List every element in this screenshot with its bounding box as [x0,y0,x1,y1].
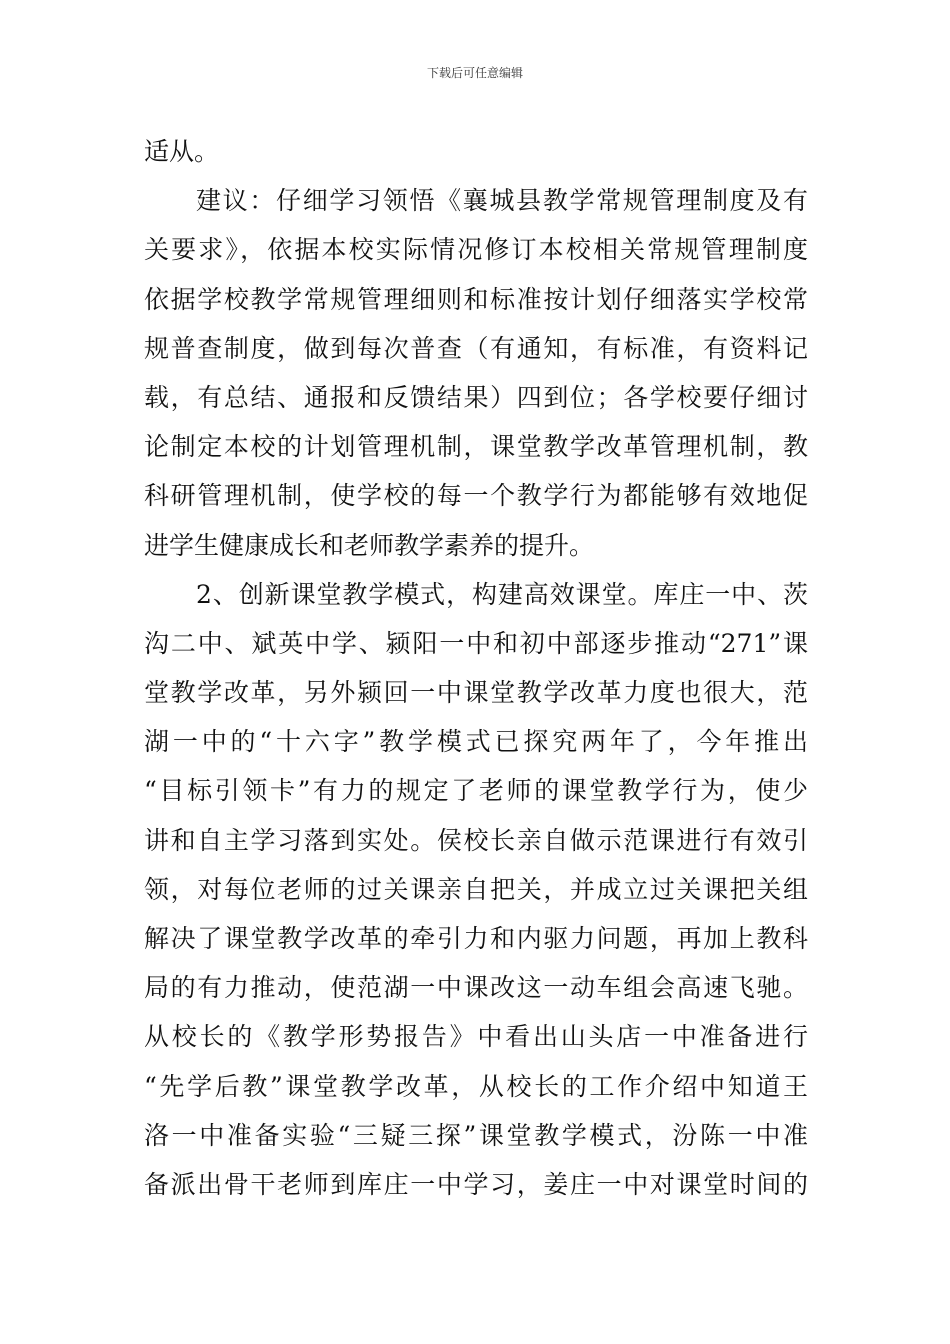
text-line: 领，对每位老师的过关课亲自把关，并成立过关课把关组 [144,874,808,904]
text-line: 载，有总结、通报和反馈结果）四到位；各学校要仔细讨 [144,382,808,412]
text-line: 建议：仔细学习领悟《襄城县教学常规管理制度及有 [196,186,808,216]
text-line: 2、创新课堂教学模式，构建高效课堂。库庄一中、茨 [196,579,808,609]
text-line: 适从。 [144,137,220,166]
text-line: 关要求》，依据本校实际情况修订本校相关常规管理制度 [144,235,808,265]
text-line: 科研管理机制，使学校的每一个教学行为都能够有效地促 [144,481,808,511]
text-line: 讲和自主学习落到实处。侯校长亲自做示范课进行有效引 [144,825,808,855]
document-body [144,127,808,1209]
text-line: 堂教学改革，另外颍回一中课堂教学改革力度也很大，范 [144,678,808,708]
text-line: 局的有力推动，使范湖一中课改这一动车组会高速飞驰。 [144,973,808,1003]
text-line: 从校长的《教学形势报告》中看出山头店一中准备进行 [144,1022,808,1052]
text-line: 湖一中的“十六字”教学模式已探究两年了，今年推出 [144,727,808,757]
text-line: 进学生健康成长和老师教学素养的提升。 [144,530,595,560]
text-line: 备派出骨干老师到库庄一中学习，姜庄一中对课堂时间的 [144,1169,808,1199]
paragraph-continuation [144,127,808,176]
text-line: 沟二中、斌英中学、颍阳一中和初中部逐步推动“271”课 [144,628,808,658]
paragraph-section-2 [144,570,808,1209]
text-line: 解决了课堂教学改革的牵引力和内驱力问题，再加上教科 [144,924,808,953]
text-line: “目标引领卡”有力的规定了老师的课堂教学行为，使少 [144,776,808,806]
text-line: 依据学校教学常规管理细则和标准按计划仔细落实学校常 [144,284,808,314]
paragraph-suggestion [144,176,808,570]
text-line: “先学后教”课堂教学改革，从校长的工作介绍中知道王 [144,1071,808,1101]
page-header: 下载后可任意编辑 [426,66,523,80]
text-line: 规普查制度，做到每次普查（有通知，有标准，有资料记 [144,333,808,363]
text-line: 洛一中准备实验“三疑三探”课堂教学模式，汾陈一中准 [144,1120,808,1150]
text-line: 论制定本校的计划管理机制，课堂教学改革管理机制，教 [144,432,808,462]
